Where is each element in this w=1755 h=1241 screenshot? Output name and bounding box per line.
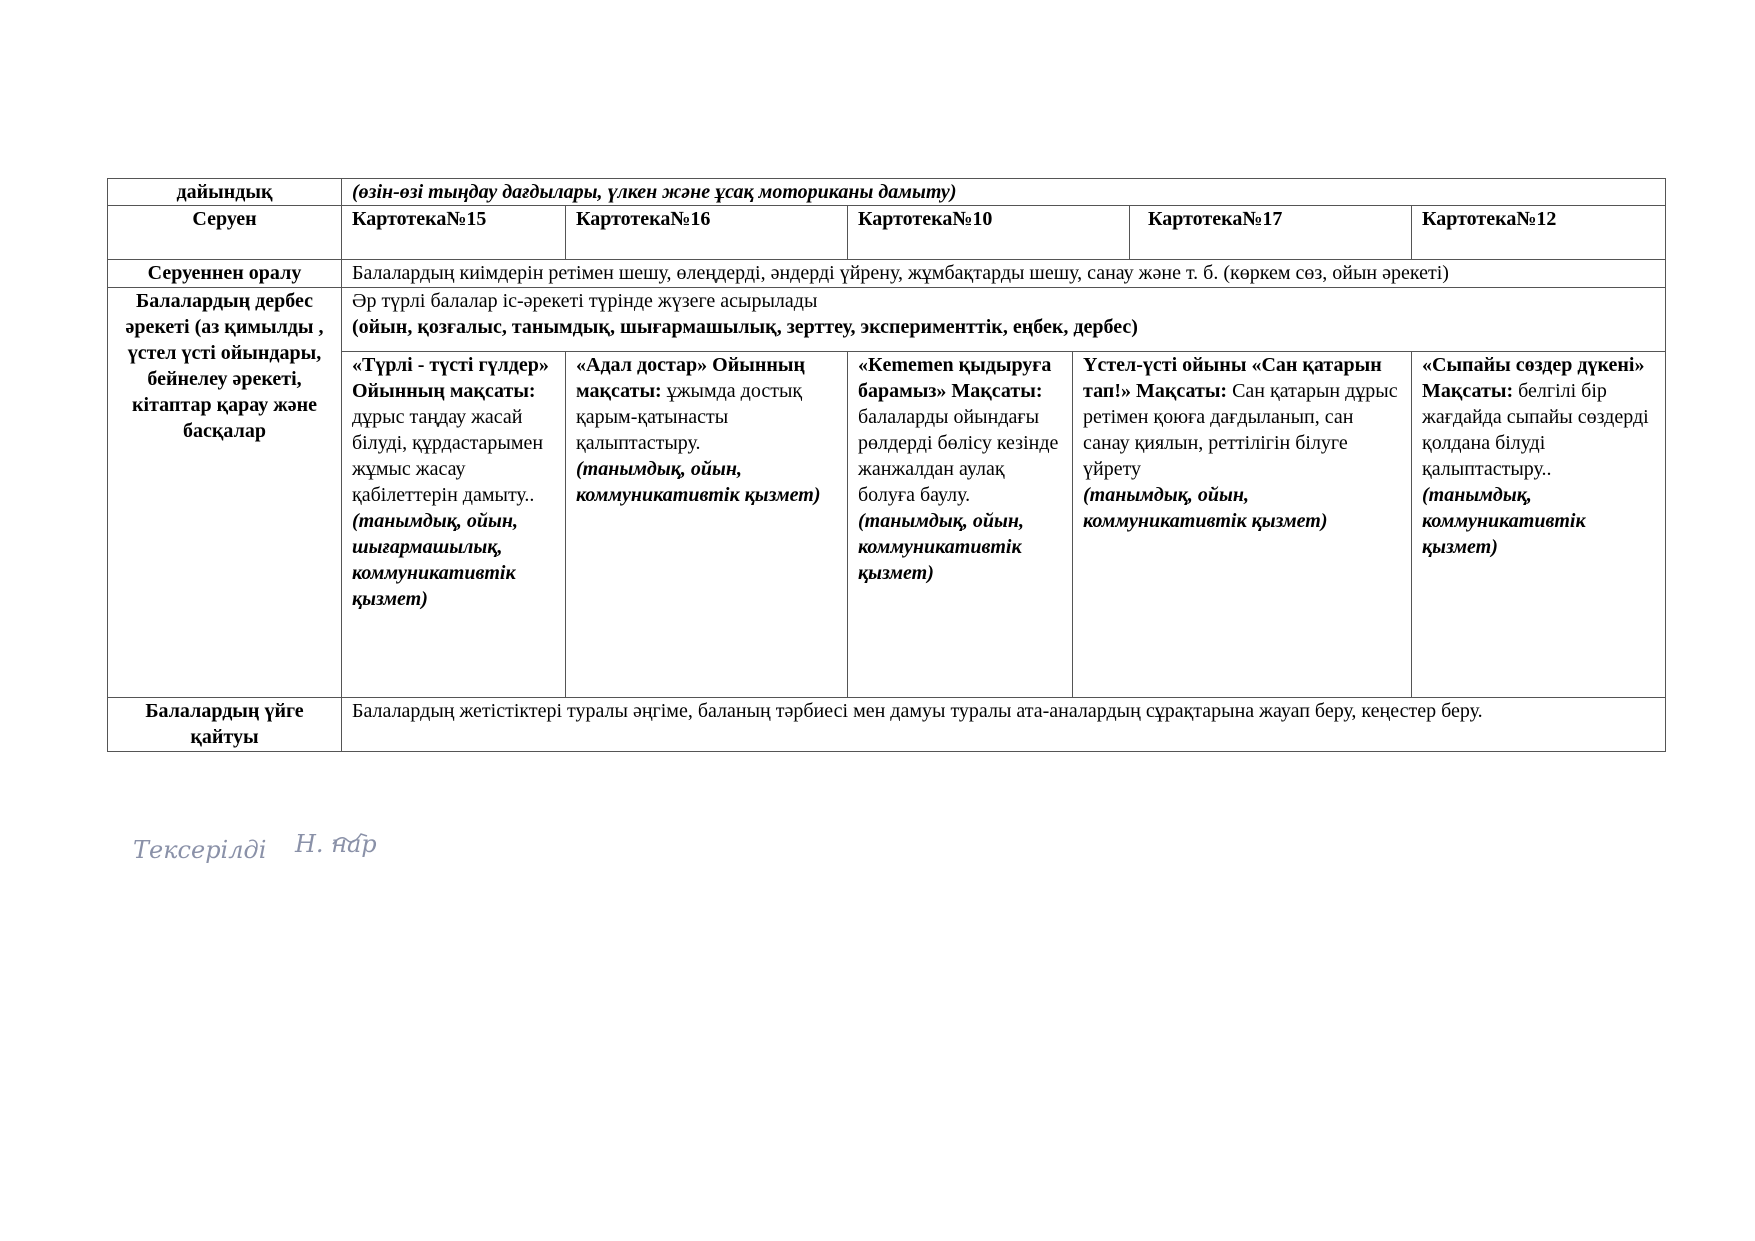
row-label-prep: дайындық: [108, 179, 342, 206]
activity-types: (танымдық, ойын, шығармашылық, коммуникативтік қызмет): [352, 510, 518, 610]
independent-intro-bold: (ойын, қозғалыс, танымдық, шығармашылық, зерттеу, эксперименттік, еңбек, дербес): [352, 316, 1138, 338]
row-label-home: Балалардың үйге қайтуы: [108, 698, 342, 752]
walk-card-4: Картотека№17: [1130, 206, 1412, 260]
activity-title: «Кememen қыдыруға барамыз» Мақсаты:: [858, 354, 1052, 402]
checked-label: Тексерілді: [133, 836, 267, 864]
row-return-walk: [108, 260, 1666, 288]
signature-mark: Н. нар: [295, 830, 377, 858]
walk-card-5: Картотека№12: [1412, 206, 1666, 260]
row-label-walk: Серуен: [108, 206, 342, 260]
row-prep: [108, 179, 1666, 206]
activity-text: ұжымда достық қарым-қатынасты қалыптастыру.: [576, 380, 803, 454]
independent-intro: Әр түрлі балалар іс-әрекеті түрінде жүзеге асырылады: [352, 290, 818, 312]
return-walk-text: Балалардың киімдерін ретімен шешу, өлеңдерді, әндерді үйрену, жұмбақтарды шешу, санау және т. б. (көркем сөз, ойын әрекеті): [342, 260, 1666, 288]
activity-title: «Адал достар» Ойынның мақсаты:: [576, 354, 806, 402]
row-walk: [108, 206, 1666, 260]
activity-title: Үстел-үсті ойыны «Сан қатарын тап!» Мақсаты:: [1083, 354, 1382, 402]
row-independent-intro: [108, 288, 1666, 352]
activity-cell: [342, 352, 566, 698]
activity-text: Сан қатарын дұрыс ретімен қоюға дағдыланып, сан санау қиялын, реттілігін білуге үйрету: [1083, 380, 1398, 480]
handwritten-signature: [133, 822, 393, 872]
row-label-independent: Балалардың дербес әрекеті (аз қимылды , үстел үсті ойындары, бейнелеу әрекеті, кітаптар қарау және басқалар: [108, 288, 342, 698]
activity-cell: [566, 352, 848, 698]
activity-cell: [1073, 352, 1412, 698]
activity-types: (танымдық, ойын, коммуникативтік қызмет): [1083, 484, 1328, 532]
activity-types: (танымдық, коммуникативтік қызмет): [1422, 484, 1586, 558]
activity-cell: [848, 352, 1073, 698]
activity-cell: [1412, 352, 1666, 698]
activity-title: «Сыпайы сөздер дүкені» Мақсаты:: [1422, 354, 1645, 402]
walk-card-2: Картотека№16: [566, 206, 848, 260]
row-home: [108, 698, 1666, 752]
row-label-return-walk: Серуеннен оралу: [108, 260, 342, 288]
home-text: Балалардың жетістіктері туралы әңгіме, баланың тәрбиесі мен дамуы туралы ата-аналардың сұрақтарына жауап беру, кеңестер беру.: [342, 698, 1666, 752]
activity-title: «Түрлі - түсті гүлдер» Ойынның мақсаты:: [352, 354, 549, 402]
activity-text: балаларды ойындағы рөлдерді бөлісу кезінде жанжалдан аулақ болуға баулу.: [858, 406, 1059, 506]
activity-types: (танымдық, ойын, коммуникативтік қызмет): [858, 510, 1024, 584]
prep-text: (өзін-өзі тыңдау дағдылары, үлкен және ұсақ моториканы дамыту): [342, 179, 1666, 206]
activity-text: дұрыс таңдау жасай білуді, құрдастарымен жұмыс жасау қабілеттерін дамыту..: [352, 406, 544, 506]
schedule-table: [107, 178, 1666, 752]
walk-card-1: Картотека№15: [342, 206, 566, 260]
row-independent-activities: [108, 352, 1666, 698]
activity-types: (танымдық, ойын, коммуникативтік қызмет): [576, 458, 821, 506]
activity-text: белгілі бір жағдайда сыпайы сөздерді қолдана білуді қалыптастыру..: [1422, 380, 1649, 480]
walk-card-3: Картотека№10: [848, 206, 1130, 260]
independent-intro-cell: [342, 288, 1666, 352]
